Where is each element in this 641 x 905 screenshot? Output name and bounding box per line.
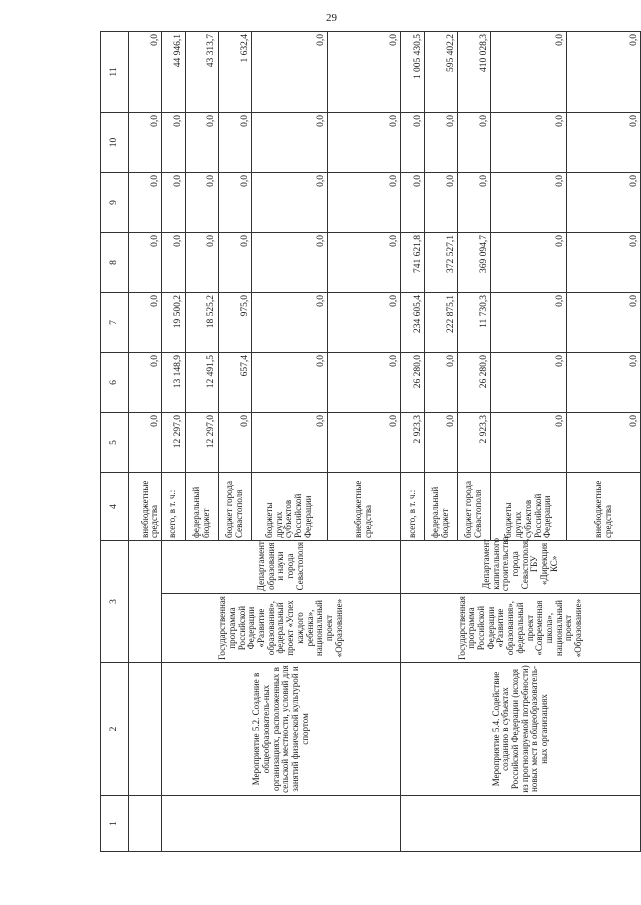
funding-source: федеральный бюджет (425, 473, 458, 541)
value-cell: 0,0 (218, 233, 251, 293)
value-cell: 18 525,2 (185, 293, 218, 353)
col-header-9: 9 (101, 173, 129, 233)
value-cell: 0,0 (162, 173, 186, 233)
value-cell: 0,0 (401, 113, 425, 173)
page-number: 29 (326, 12, 337, 24)
cell-empty (129, 796, 162, 852)
funding-source: внебюджетные средства (129, 473, 162, 541)
value-cell: 0,0 (251, 173, 327, 233)
col-header-1: 1 (101, 796, 129, 852)
value-cell: 0,0 (491, 32, 567, 113)
col-header-8: 8 (101, 233, 129, 293)
value-cell: 13 148,9 (162, 353, 186, 413)
value-cell: 595 402,2 (425, 32, 458, 113)
value-cell: 0,0 (129, 413, 162, 473)
value-cell: 0,0 (251, 353, 327, 413)
measure-52-program-text: Государственная программа Российской Федерации «Развитие образования», федеральный проект «Успех каждого ребенка», национальный проект «Образование» (162, 593, 400, 662)
measure-52-program (162, 541, 401, 663)
value-cell: 26 280,0 (458, 353, 491, 413)
measure-54-name: Мероприятие 5.4. Содействие созданию в субъектах Российской Федерации (исходя из прогнозируемой потребности) новых мест в общеобразователь-ных организациях (401, 663, 641, 796)
funding-source: всего, в т. ч.: (401, 473, 425, 541)
value-cell: 0,0 (251, 32, 327, 113)
rotated-table-container (100, 32, 641, 852)
measure-52-executor: Департамент образования и науки города Севастополя (255, 541, 305, 592)
measure-54-executor: Департамент капитального строительства города Севастополя, ГБУ «Дирекция КС» (480, 536, 559, 592)
table-row (162, 32, 186, 852)
value-cell: 12 297,0 (185, 413, 218, 473)
value-cell: 0,0 (129, 173, 162, 233)
value-cell: 0,0 (425, 113, 458, 173)
value-cell: 2 923,3 (401, 413, 425, 473)
col-header-4: 4 (101, 473, 129, 541)
value-cell: 0,0 (567, 293, 641, 353)
col-header-5: 5 (101, 413, 129, 473)
cell-empty (401, 796, 641, 852)
value-cell: 0,0 (491, 113, 567, 173)
cell-empty (162, 796, 401, 852)
value-cell: 0,0 (567, 113, 641, 173)
value-cell: 657,4 (218, 353, 251, 413)
col-header-10: 10 (101, 113, 129, 173)
value-cell: 0,0 (327, 413, 401, 473)
value-cell: 0,0 (567, 413, 641, 473)
value-cell: 0,0 (491, 353, 567, 413)
value-cell: 0,0 (567, 173, 641, 233)
col-header-3: 3 (101, 541, 129, 663)
funding-source: федеральный бюджет (185, 473, 218, 541)
value-cell: 0,0 (185, 113, 218, 173)
value-cell: 975,0 (218, 293, 251, 353)
measure-54-program (401, 536, 641, 663)
value-cell: 0,0 (162, 233, 186, 293)
value-cell: 43 313,7 (185, 32, 218, 113)
funding-source: всего, в т. ч.: (162, 473, 186, 541)
value-cell: 0,0 (491, 293, 567, 353)
value-cell: 11 730,3 (458, 293, 491, 353)
value-cell: 0,0 (129, 353, 162, 413)
col-header-7: 7 (101, 293, 129, 353)
table-row (129, 32, 162, 852)
value-cell: 0,0 (218, 413, 251, 473)
value-cell: 0,0 (327, 233, 401, 293)
value-cell: 0,0 (185, 233, 218, 293)
value-cell: 369 094,7 (458, 233, 491, 293)
value-cell: 26 280,0 (401, 353, 425, 413)
col-header-2: 2 (101, 663, 129, 796)
value-cell: 12 491,5 (185, 353, 218, 413)
value-cell: 741 621,8 (401, 233, 425, 293)
value-cell: 0,0 (327, 113, 401, 173)
measure-54-program-text: Государственная программа Российской Федерации «Развитие образования», федеральный проект «Современная школа», национальный проект «Образование» (401, 593, 640, 662)
value-cell: 372 527,1 (425, 233, 458, 293)
value-cell: 12 297,0 (162, 413, 186, 473)
value-cell: 0,0 (567, 233, 641, 293)
col-header-6: 6 (101, 353, 129, 413)
value-cell: 0,0 (129, 32, 162, 113)
value-cell: 0,0 (129, 113, 162, 173)
value-cell: 0,0 (218, 113, 251, 173)
value-cell: 0,0 (425, 353, 458, 413)
value-cell: 0,0 (458, 173, 491, 233)
value-cell: 0,0 (491, 233, 567, 293)
value-cell: 0,0 (185, 173, 218, 233)
value-cell: 0,0 (251, 293, 327, 353)
value-cell: 0,0 (129, 293, 162, 353)
value-cell: 0,0 (251, 413, 327, 473)
value-cell: 0,0 (401, 173, 425, 233)
measure-52-name: Мероприятие 5.2. Создание в общеобразователь-ных организациях, расположенных в сельской местности, условий для занятий физической культурой и спортом (162, 663, 401, 796)
value-cell: 1 005 430,5 (401, 32, 425, 113)
value-cell: 0,0 (567, 32, 641, 113)
value-cell: 0,0 (251, 113, 327, 173)
value-cell: 0,0 (327, 32, 401, 113)
funding-source: бюджет города Севастополя (458, 473, 491, 541)
value-cell: 44 946,1 (162, 32, 186, 113)
value-cell: 0,0 (491, 173, 567, 233)
col-header-11: 11 (101, 32, 129, 113)
value-cell: 0,0 (327, 293, 401, 353)
funding-source: внебюджетные средства (567, 473, 641, 541)
value-cell: 0,0 (567, 353, 641, 413)
funding-table (100, 31, 641, 852)
value-cell: 0,0 (491, 413, 567, 473)
funding-source: бюджеты других субъектов Российской Федерации (491, 473, 567, 541)
value-cell: 2 923,3 (458, 413, 491, 473)
header-row (101, 32, 129, 852)
value-cell: 0,0 (162, 113, 186, 173)
value-cell: 0,0 (251, 233, 327, 293)
table-row (401, 32, 425, 852)
funding-source: внебюджетные средства (327, 473, 401, 541)
value-cell: 222 875,1 (425, 293, 458, 353)
value-cell: 0,0 (218, 173, 251, 233)
value-cell: 234 605,4 (401, 293, 425, 353)
value-cell: 1 632,4 (218, 32, 251, 113)
value-cell: 0,0 (327, 353, 401, 413)
value-cell: 0,0 (129, 233, 162, 293)
funding-source: бюджет города Севастополя (218, 473, 251, 541)
cell-empty (129, 663, 162, 796)
value-cell: 0,0 (425, 173, 458, 233)
value-cell: 0,0 (327, 173, 401, 233)
funding-source: бюджеты других субъектов Российской Федерации (251, 473, 327, 541)
value-cell: 19 500,2 (162, 293, 186, 353)
value-cell: 0,0 (458, 113, 491, 173)
value-cell: 410 028,3 (458, 32, 491, 113)
cell-empty (129, 541, 162, 663)
value-cell: 0,0 (425, 413, 458, 473)
